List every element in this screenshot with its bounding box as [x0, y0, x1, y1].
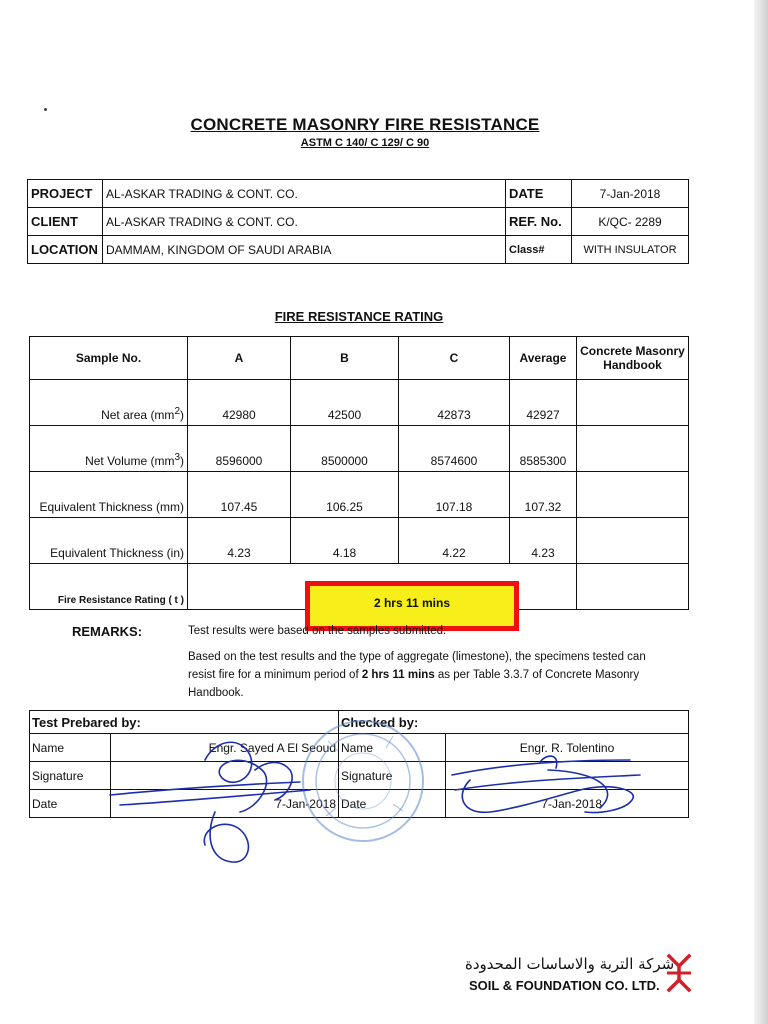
cell-average: 42927: [510, 380, 577, 426]
remarks-label: REMARKS:: [72, 624, 143, 639]
prepared-name-value: Engr. Sayed A El Seoud: [111, 734, 339, 762]
document-title: CONCRETE MASONRY FIRE RESISTANCE: [190, 115, 540, 134]
ref-label: REF. No.: [506, 208, 572, 236]
checked-date-label: Date: [339, 790, 446, 818]
cell-a: 8596000: [188, 426, 291, 472]
cell-handbook: [577, 518, 689, 564]
table-row: [30, 472, 689, 518]
project-info-table: [27, 179, 689, 264]
cell-c: 8574600: [399, 426, 510, 472]
date-value: 7-Jan-2018: [572, 180, 689, 208]
client-label: CLIENT: [28, 208, 103, 236]
col-header-sample: Sample No.: [30, 337, 188, 380]
cell-average: 8585300: [510, 426, 577, 472]
cell-c: 4.22: [399, 518, 510, 564]
client-row: [28, 208, 689, 236]
prepared-signature-label: Signature: [30, 762, 111, 790]
company-logo-icon: [665, 952, 693, 994]
class-value: WITH INSULATOR: [572, 236, 689, 264]
document-subtitle: ASTM C 140/ C 129/ C 90: [300, 137, 430, 149]
prepared-date-value: 7-Jan-2018: [111, 790, 339, 818]
checked-signature-cell: [446, 762, 689, 790]
table-row: [30, 426, 689, 472]
cell-b: 106.25: [291, 472, 399, 518]
remarks-line: Test results were based on the samples submitted.: [188, 625, 447, 637]
location-row: [28, 236, 689, 264]
cell-a: 4.23: [188, 518, 291, 564]
cell-a: 107.45: [188, 472, 291, 518]
prepared-name-label: Name: [30, 734, 111, 762]
header-row: [30, 337, 689, 380]
client-value: AL-ASKAR TRADING & CONT. CO.: [103, 208, 506, 236]
section-title: FIRE RESISTANCE RATING: [274, 309, 444, 324]
cell-a: 42980: [188, 380, 291, 426]
company-stamp: [298, 716, 428, 846]
red-annotation-box: [305, 581, 519, 631]
checked-name-label: Name: [339, 734, 446, 762]
cell-b: 8500000: [291, 426, 399, 472]
cell-handbook: [577, 472, 689, 518]
cell-handbook: [577, 380, 689, 426]
location-value: DAMMAM, KINGDOM OF SAUDI ARABIA: [103, 236, 506, 264]
date-label: DATE: [506, 180, 572, 208]
scan-dot: [44, 108, 47, 111]
cell-b: 4.18: [291, 518, 399, 564]
col-header-a: A: [188, 337, 291, 380]
cell-c: 42873: [399, 380, 510, 426]
prepared-date-label: Date: [30, 790, 111, 818]
col-header-handbook: Concrete Masonry Handbook: [577, 337, 689, 380]
remarks-paragraph: Based on the test results and the type of aggregate (limestone), the specimens tested can resist fire for a minimum period of 2 hrs 11 mins as per Table 3.3.7 of Concrete Masonry Handbook.: [188, 651, 646, 699]
cell-average: 4.23: [510, 518, 577, 564]
checked-by-label: Checked by:: [339, 711, 689, 734]
checked-signature-label: Signature: [339, 762, 446, 790]
page-edge-shadow: [754, 0, 768, 1024]
row-label: Equivalent Thickness (mm): [30, 472, 188, 518]
class-label: Class#: [506, 236, 572, 264]
project-row: [28, 180, 689, 208]
fire-rating-handbook: [577, 564, 689, 610]
prepared-by-label: Test Prebared by:: [30, 711, 339, 734]
row-label: Net area $(mm^2)$: [30, 380, 188, 426]
location-label: LOCATION: [28, 236, 103, 264]
company-name-arabic: شركة التربة والاساسات المحدودة: [465, 955, 675, 973]
col-header-average: Average: [510, 337, 577, 380]
row-label: Net Volume $(mm^3)$: [30, 426, 188, 472]
checked-date-value: 7-Jan-2018: [446, 790, 689, 818]
project-value: AL-ASKAR TRADING & CONT. CO.: [103, 180, 506, 208]
company-name-english: SOIL & FOUNDATION CO. LTD.: [469, 978, 660, 993]
cell-c: 107.18: [399, 472, 510, 518]
table-row: [30, 518, 689, 564]
fire-rating-value: 2 hrs 11 mins: [373, 596, 451, 610]
table-row: [30, 380, 689, 426]
ref-value: K/QC- 2289: [572, 208, 689, 236]
cell-average: 107.32: [510, 472, 577, 518]
fire-rating-table: [29, 336, 689, 610]
col-header-c: C: [399, 337, 510, 380]
fire-rating-label: Fire Resistance Rating ( t ): [30, 564, 188, 610]
project-label: PROJECT: [28, 180, 103, 208]
col-header-b: B: [291, 337, 399, 380]
cell-b: 42500: [291, 380, 399, 426]
row-label: Equivalent Thickness (in): [30, 518, 188, 564]
cell-handbook: [577, 426, 689, 472]
checked-name-value: Engr. R. Tolentino: [446, 734, 689, 762]
